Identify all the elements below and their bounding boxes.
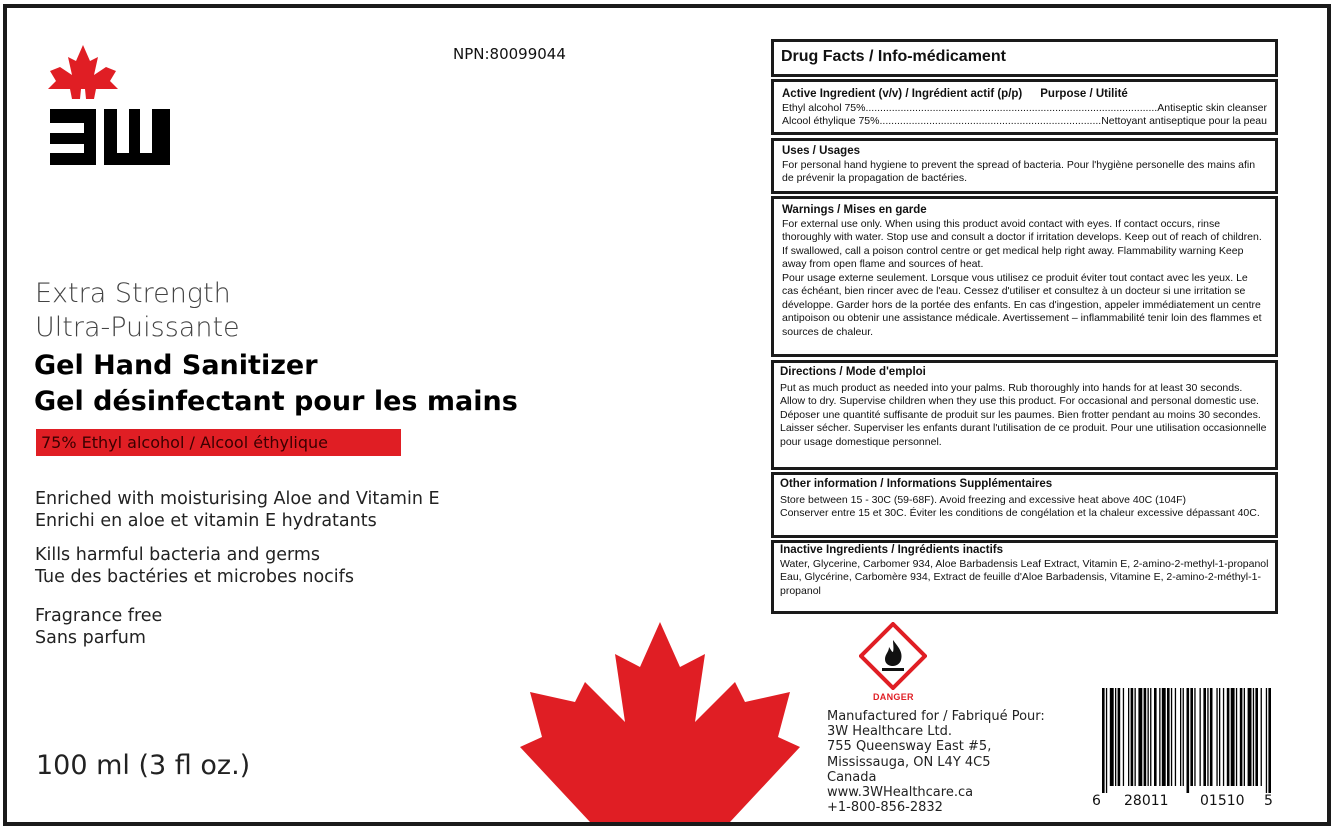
barcode-bar	[1135, 688, 1136, 786]
barcode-group-left: 28011	[1124, 793, 1169, 809]
inactive-box	[771, 540, 1278, 614]
manufacturer-name: 3W Healthcare Ltd.	[827, 724, 952, 740]
barcode-bar	[1102, 688, 1105, 793]
inactive-text-en: Water, Glycerine, Carbomer 934, Aloe Barbadensis Leaf Extract, Vitamin E, 2-amino-2-methyl-1-propanol	[780, 557, 1269, 570]
barcode-bar	[1268, 688, 1271, 793]
manufacturer-address: 755 Queensway East #5,	[827, 739, 992, 755]
product-name-en: Gel Hand Sanitizer	[34, 350, 318, 381]
barcode-bar	[1248, 688, 1252, 786]
barcode-bar	[1175, 688, 1176, 786]
directions-box	[771, 360, 1278, 470]
brand-logo	[36, 45, 176, 175]
warnings-text-fr: Pour usage externe seulement. Lorsque vous utilisez ce produit éviter tout contact avec les yeux. Le cas échéant, bien rincer avec de l'eau. Cessez d'utiliser et consultez à un docteur si une irritation se développe. Garder hors de la portée des enfants. En cas d'ingestion, appeler immédiatement un centre antipoison ou obtenir une assistance médicale. Avertissement – inflammabilité tenir loin des flammes et sources de chaleur.	[782, 271, 1262, 338]
manufacturer-country: Canada	[827, 769, 877, 785]
flame-pictogram-icon	[859, 622, 927, 690]
other-info-text-en: Store between 15 - 30C (59-68F). Avoid freezing and excessive heat above 40C (104F)	[780, 493, 1187, 506]
directions-text-fr: Déposer une quantité suffisante de produit sur les paumes. Bien frotter pendant au moins 30 secondes. Laisser sécher. Superviser les enfants durant l'utilisation de ce produit. Pour une utilisation occasionnelle pour usage domestique personnel.	[780, 408, 1267, 448]
active-name-en: Ethyl alcohol 75%	[782, 101, 866, 114]
hazard-pictogram	[859, 622, 927, 695]
barcode-bar	[1118, 688, 1121, 786]
barcode-bar	[1194, 688, 1195, 786]
alcohol-banner: 75% Ethyl alcohol / Alcool éthylique	[36, 429, 401, 456]
active-ingredient-header: Active Ingredient (v/v) / Ingrédient actif (p/p)	[782, 88, 1023, 100]
barcode-bar	[1128, 688, 1129, 786]
barcode-bar	[1150, 688, 1151, 786]
manufacturer-city: Mississauga, ON L4Y 4C5	[827, 754, 991, 770]
manufacturer-website: www.3WHealthcare.ca	[827, 785, 974, 801]
warnings-text-en: For external use only. When using this product avoid contact with eyes. If contact occurs, rinse thoroughly with water. Stop use and consult a doctor if irritation develops. Keep out of reach of children. If swallowed, call a poison control centre or get medical help right away. Flammability warning Keep away from open flame and sources of heat.	[782, 217, 1262, 270]
barcode-group-right: 01510	[1200, 793, 1245, 809]
leader-dots	[879, 115, 1101, 129]
barcode-bar	[1110, 688, 1114, 786]
barcode-bar	[1231, 688, 1235, 786]
warnings-header: Warnings / Mises en garde	[782, 204, 927, 216]
barcode-bar	[1216, 688, 1217, 786]
barcode-bar	[1123, 688, 1124, 786]
barcode-bar	[1266, 688, 1267, 793]
barcode-bar	[1180, 688, 1181, 786]
manufacturer-info	[827, 709, 1045, 815]
claim-kills-en: Kills harmful bacteria and germs	[35, 545, 321, 565]
barcode-bar	[1144, 688, 1147, 786]
product-name-fr: Gel désinfectant pour les mains	[34, 386, 518, 417]
strength-title-en: Extra Strength	[35, 278, 231, 309]
barcode-bar	[1207, 688, 1208, 786]
drug-facts-title-box	[771, 39, 1278, 77]
drug-facts-title: Drug Facts / Info-médicament	[781, 48, 1006, 65]
maple-leaf-logo-icon	[36, 45, 176, 170]
barcode-bar	[1253, 688, 1254, 786]
barcode-bar	[1210, 688, 1213, 786]
inactive-text-fr: Eau, Glycérine, Carbomère 934, Extract de feuille d'Aloe Barbadensis, Vitamine E, 2-amino-2-méthyl-1-propanol	[780, 571, 1261, 597]
barcode-bar	[1106, 688, 1107, 793]
maple-leaf-graphic	[500, 622, 820, 827]
barcode-bar	[1148, 688, 1149, 786]
barcode-digit-first: 6	[1092, 793, 1101, 809]
barcode-bar	[1131, 688, 1134, 786]
barcode-digit-last: 5	[1264, 793, 1273, 809]
barcode-bar	[1244, 688, 1245, 786]
barcode-bar	[1138, 688, 1142, 786]
manufacturer-phone: +1-800-856-2832	[827, 800, 943, 816]
barcode-bar	[1159, 688, 1160, 786]
barcode-bar	[1171, 688, 1172, 786]
active-row-en	[782, 102, 1267, 116]
inactive-header: Inactive Ingredients / Ingrédients inactifs	[780, 544, 1004, 556]
barcode-bar	[1200, 688, 1201, 786]
barcode-bar	[1223, 688, 1224, 786]
manufacturer-line: Manufactured for / Fabriqué Pour:	[827, 709, 1045, 724]
barcode-bar	[1219, 688, 1220, 786]
barcode-bar	[1183, 688, 1184, 786]
claim-moisturising-fr: Enrichi en aloe et vitamin E hydratants	[35, 511, 377, 531]
claim-fragrance-fr: Sans parfum	[35, 628, 146, 648]
danger-label: DANGER	[873, 692, 914, 702]
volume: 100 ml (3 fl oz.)	[36, 750, 251, 781]
barcode-icon	[1100, 688, 1274, 793]
barcode-bar	[1236, 688, 1237, 786]
barcode-bar	[1162, 688, 1166, 786]
uses-box	[771, 138, 1278, 194]
active-name-fr: Alcool éthylique 75%	[782, 115, 880, 127]
claim-fragrance-en: Fragrance free	[35, 606, 163, 626]
active-header-row	[782, 88, 1267, 102]
barcode-bar	[1261, 688, 1262, 786]
barcode-bar	[1167, 688, 1170, 786]
active-purpose-en: Antiseptic skin cleanser	[1157, 101, 1267, 114]
directions-header: Directions / Mode d'emploi	[780, 366, 926, 378]
npn-number: NPN:80099044	[453, 45, 566, 63]
leader-dots	[865, 102, 1157, 116]
claim-moisturising-en: Enriched with moisturising Aloe and Vitamin E	[35, 489, 440, 509]
barcode-bar	[1227, 688, 1230, 786]
purpose-header: Purpose / Utilité	[1040, 88, 1128, 100]
barcode-bar	[1154, 688, 1157, 786]
barcode-bar	[1240, 688, 1243, 786]
directions-text-en: Put as much product as needed into your palms. Rub thoroughly into hands for at least 30 seconds. Allow to dry. Supervise children when they use this product. For occasional and personal domestic use.	[780, 381, 1259, 407]
barcode-bar	[1255, 688, 1258, 786]
warnings-box	[771, 196, 1278, 357]
uses-text: For personal hand hygiene to prevent the spread of bacteria. Pour l'hygiène personelle des mains afin de prévenir la propagation de bactéries.	[782, 158, 1256, 184]
barcode-bar	[1190, 688, 1193, 786]
barcode	[1100, 688, 1274, 793]
barcode-bar	[1115, 688, 1116, 786]
other-info-text-fr: Conserver entre 15 et 30C. Éviter les conditions de congélation et la chaleur excessive dépassant 40C.	[780, 507, 1260, 519]
other-info-header: Other information / Informations Supplémentaires	[780, 478, 1053, 490]
active-row-fr	[782, 115, 1267, 129]
maple-leaf-icon	[500, 622, 820, 822]
barcode-bar	[1187, 688, 1190, 793]
claim-kills-fr: Tue des bactéries et microbes nocifs	[35, 567, 354, 587]
active-ingredient-box	[771, 79, 1278, 135]
uses-header: Uses / Usages	[782, 145, 860, 157]
active-purpose-fr: Nettoyant antiseptique pour la peau	[1101, 115, 1267, 127]
barcode-bar	[1203, 688, 1206, 786]
other-info-box	[771, 472, 1278, 538]
strength-title-fr: Ultra-Puissante	[35, 312, 240, 343]
